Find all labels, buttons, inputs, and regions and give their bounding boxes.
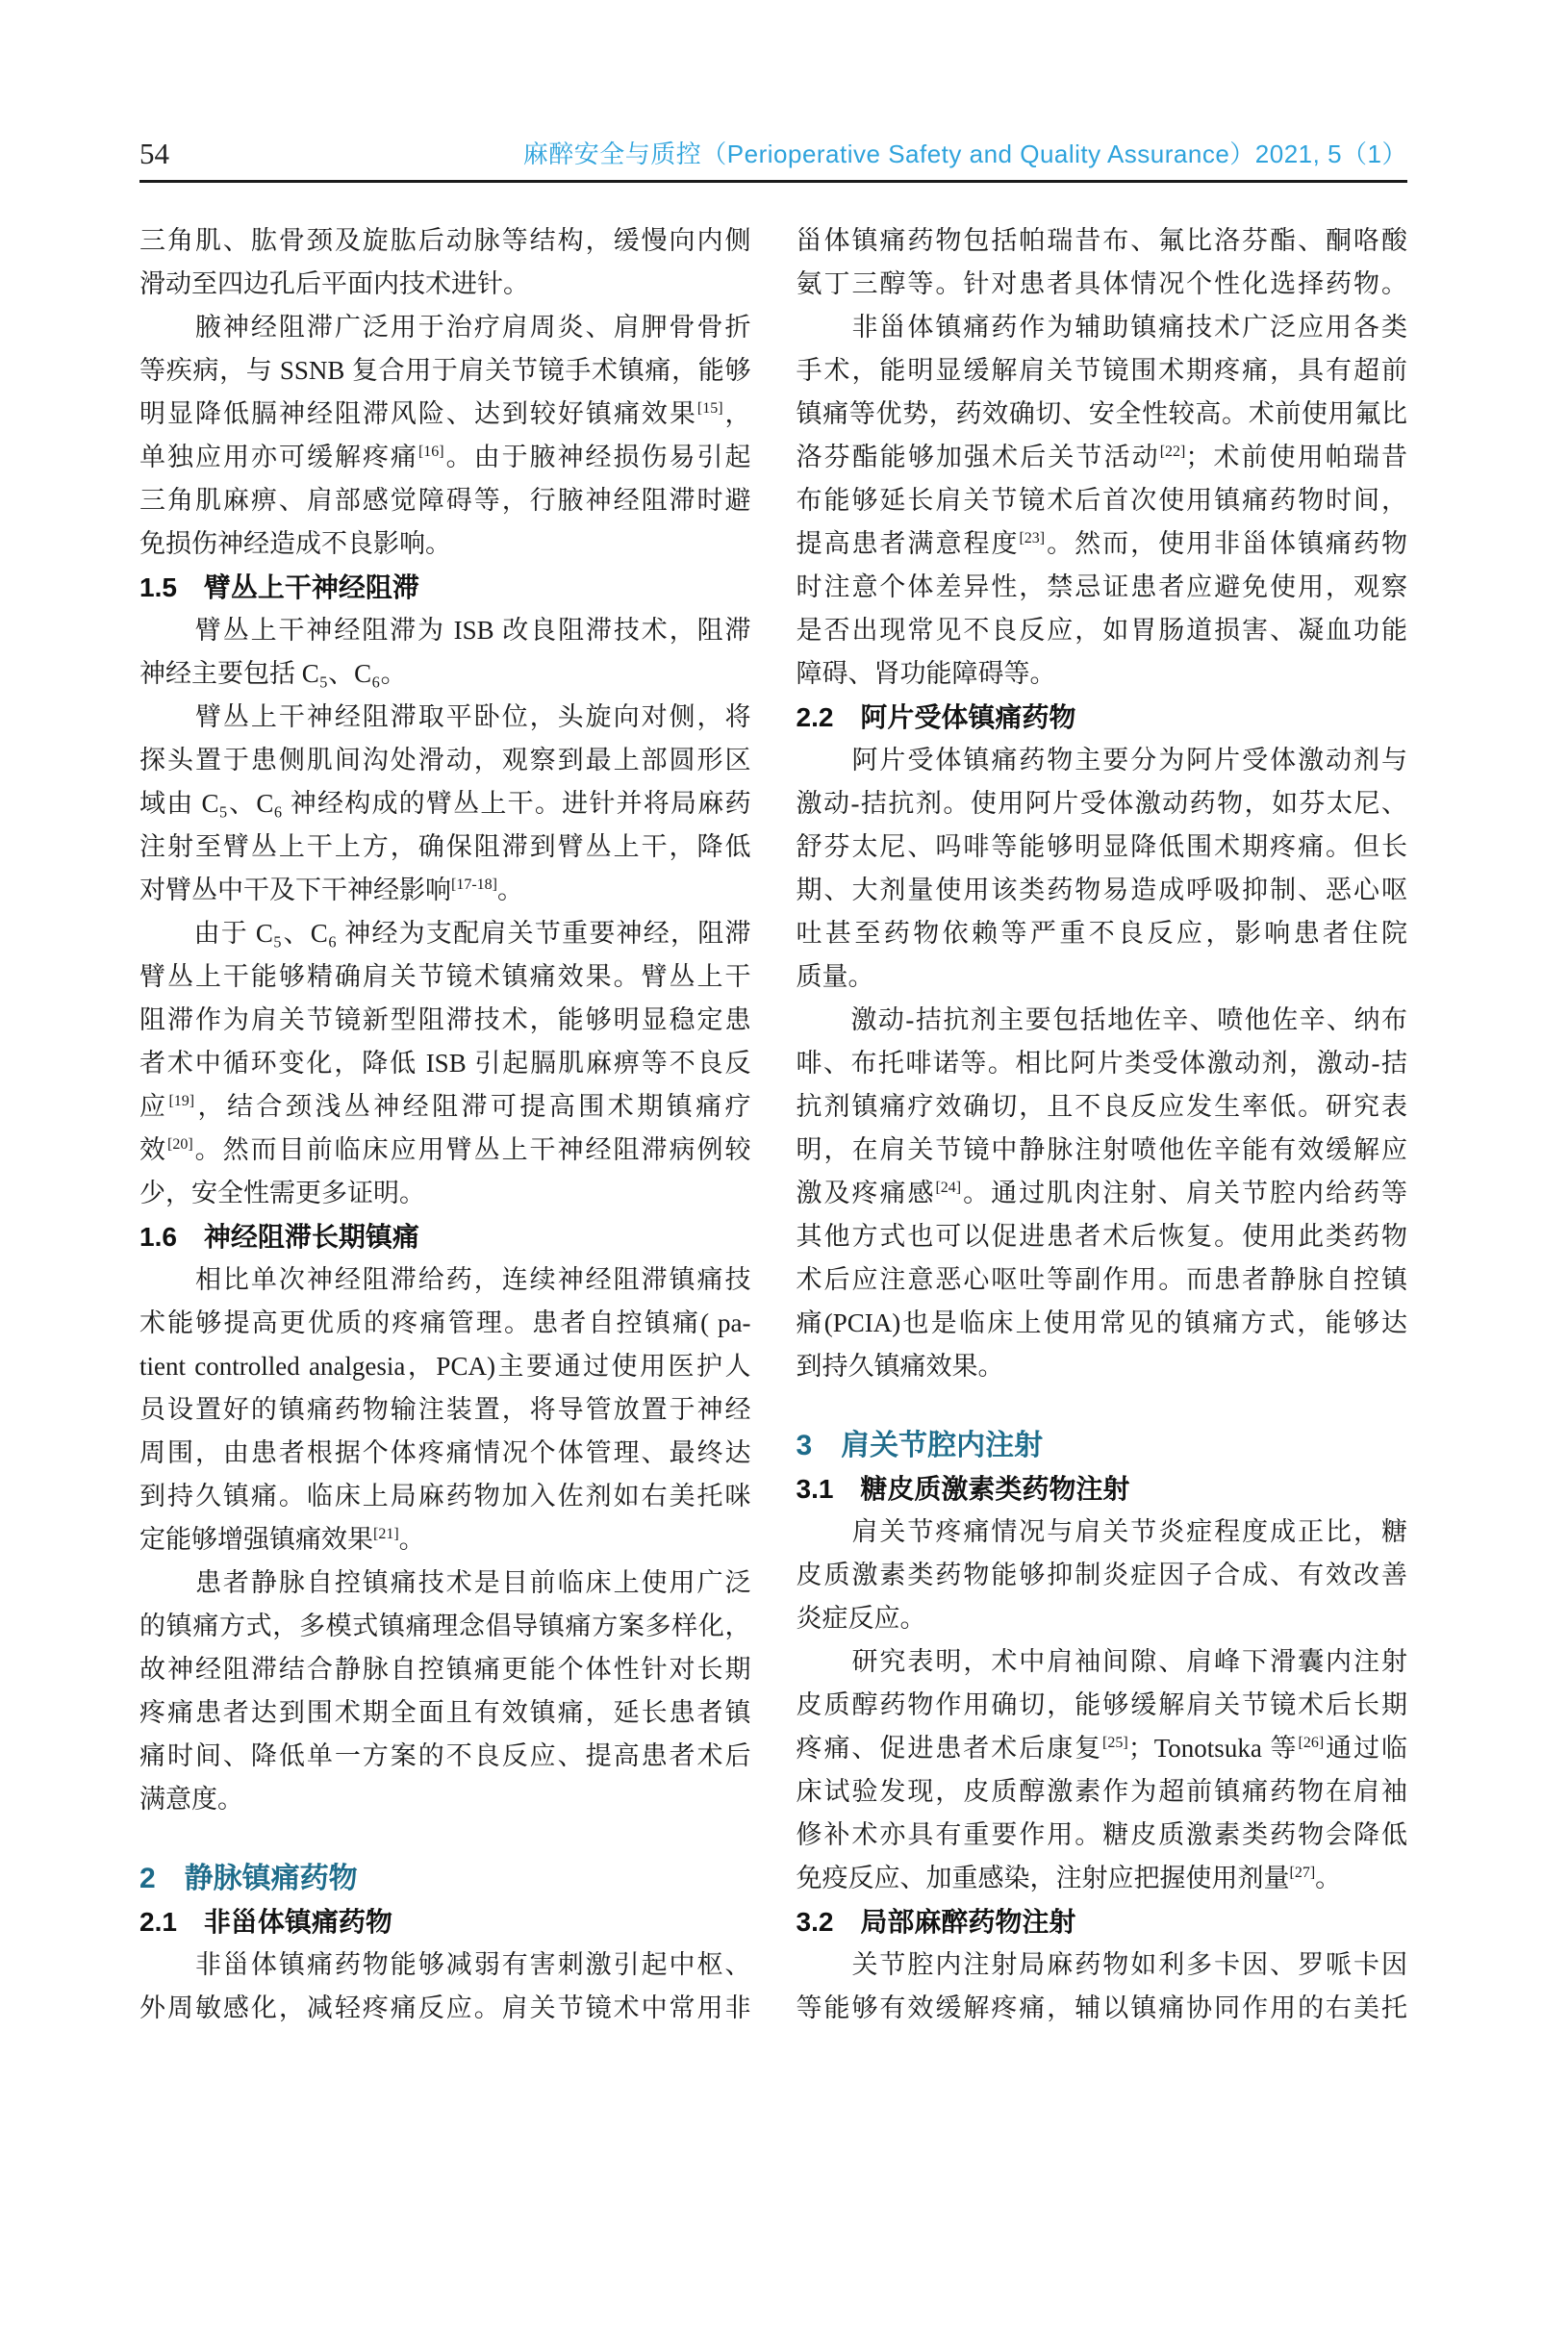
section-heading: 2 静脉镇痛药物 xyxy=(139,1863,358,1894)
text-line: 障碍、肾功能障碍等。 xyxy=(796,659,1056,688)
reference-superscript: [24] xyxy=(935,1180,962,1196)
text-line: 对臂丛中干及下干神经影响[17-18]。 xyxy=(139,876,523,904)
text-line: 关节腔内注射局麻药物如利多卡因、罗哌卡因 xyxy=(796,1950,1407,1979)
text-line: 术后应注意恶心呕吐等副作用。而患者静脉自控镇 xyxy=(796,1265,1407,1294)
text-line: 提高患者满意程度[23]。然而，使用非甾体镇痛药物 xyxy=(796,529,1408,558)
reference-superscript: [20] xyxy=(167,1136,193,1153)
text-line: 探头置于患侧肌间沟处滑动，观察到最上部圆形区 xyxy=(139,746,751,774)
reference-superscript: [16] xyxy=(417,444,444,460)
text-line: 等能够有效缓解疼痛，辅以镇痛协同作用的右美托 xyxy=(796,1993,1407,2022)
text-line: 患者静脉自控镇痛技术是目前临床上使用广泛 xyxy=(139,1568,751,1597)
text-line: 由于 C₅、C₆ 神经为支配肩关节重要神经，阻滞 xyxy=(139,919,751,948)
text-line: 时注意个体差异性，禁忌证患者应避免使用，观察 xyxy=(796,572,1407,601)
reference-superscript: [17-18] xyxy=(451,876,497,893)
right-column xyxy=(797,219,1408,2030)
reference-superscript: [25] xyxy=(1102,1735,1128,1751)
text-line: 舒芬太尼、吗啡等能够明显降低围术期疼痛。但长 xyxy=(796,832,1407,861)
text-line: 修补术亦具有重要作用。糖皮质激素类药物会降低 xyxy=(796,1820,1407,1849)
text-line: 应[19]，结合颈浅丛神经阻滞可提高围术期镇痛疗 xyxy=(139,1092,751,1121)
text-line: 免疫反应、加重感染，注射应把握使用剂量[27]。 xyxy=(796,1864,1342,1892)
reference-superscript: [22] xyxy=(1159,444,1186,460)
text-line: 是否出现常见不良反应，如胃肠道损害、凝血功能 xyxy=(796,616,1407,645)
text-line: 非甾体镇痛药物能够减弱有害刺激引起中枢、 xyxy=(139,1950,751,1979)
page-number: 54 xyxy=(139,137,169,170)
text-line: 激动-拮抗剂主要包括地佐辛、喷他佐辛、纳布 xyxy=(796,1005,1407,1034)
text-line: 效[20]。然而目前临床应用臂丛上干神经阻滞病例较 xyxy=(139,1135,751,1164)
text-line: 非甾体镇痛药作为辅助镇痛技术广泛应用各类 xyxy=(796,313,1407,342)
text-line: 质量。 xyxy=(796,962,874,991)
text-line: 三角肌麻痹、肩部感觉障碍等，行腋神经阻滞时避 xyxy=(139,486,751,515)
text-line: 期、大剂量使用该类药物易造成呼吸抑制、恶心呕 xyxy=(796,876,1407,904)
text-line: 阻滞作为肩关节镜新型阻滞技术，能够明显稳定患 xyxy=(139,1005,751,1034)
text-line: 洛芬酯能够加强术后关节活动[22]；术前使用帕瑞昔 xyxy=(796,443,1408,471)
text-line: 注射至臂丛上干上方，确保阻滞到臂丛上干，降低 xyxy=(139,832,751,861)
article-body xyxy=(139,219,1407,2030)
subsection-heading: 1.5 臂丛上干神经阻滞 xyxy=(139,572,419,602)
journal-title: 麻醉安全与质控（Perioperative Safety and Quality Assurance）2021, 5（1） xyxy=(522,140,1407,168)
text-line: 免损伤神经造成不良影响。 xyxy=(139,529,451,558)
text-line: 单独应用亦可缓解疼痛[16]。由于腋神经损伤易引起 xyxy=(139,443,751,471)
text-line: 满意度。 xyxy=(139,1785,243,1814)
text-line: 的镇痛方式，多模式镇痛理念倡导镇痛方案多样化， xyxy=(139,1612,751,1640)
reference-superscript: [26] xyxy=(1298,1735,1325,1751)
text-line: 手术，能明显缓解肩关节镜围术期疼痛，具有超前 xyxy=(796,356,1407,385)
reference-superscript: [27] xyxy=(1289,1865,1316,1881)
text-line: 到持久镇痛效果。 xyxy=(796,1352,1004,1381)
reference-superscript: [23] xyxy=(1019,530,1046,546)
journal-page xyxy=(0,135,1568,2336)
text-line: 抗剂镇痛疗效确切，且不良反应发生率低。研究表 xyxy=(796,1092,1407,1121)
text-line: 臂丛上干神经阻滞为 ISB 改良阻滞技术，阻滞 xyxy=(139,616,751,645)
text-line: 员设置好的镇痛药物输注装置，将导管放置于神经 xyxy=(139,1395,751,1424)
text-line: 相比单次神经阻滞给药，连续神经阻滞镇痛技 xyxy=(139,1265,751,1294)
text-line: tient controlled analgesia，PCA)主要通过使用医护人 xyxy=(139,1352,751,1381)
text-line: 域由 C₅、C₆ 神经构成的臂丛上干。进针并将局麻药 xyxy=(139,789,751,818)
text-line: 神经主要包括 C₅、C₆。 xyxy=(139,659,407,688)
text-line: 周围，由患者根据个体疼痛情况个体管理、最终达 xyxy=(139,1438,751,1467)
text-line: 腋神经阻滞广泛用于治疗肩周炎、肩胛骨骨折 xyxy=(139,313,751,342)
reference-superscript: [21] xyxy=(373,1526,399,1542)
text-line: 其他方式也可以促进患者术后恢复。使用此类药物 xyxy=(796,1222,1407,1251)
text-line: 者术中循环变化，降低 ISB 引起膈肌麻痹等不良反 xyxy=(139,1049,751,1078)
section-heading: 3 肩关节腔内注射 xyxy=(796,1430,1044,1461)
text-line: 臂丛上干神经阻滞取平卧位，头旋向对侧，将 xyxy=(139,702,751,731)
subsection-heading: 2.2 阿片受体镇痛药物 xyxy=(796,702,1076,732)
text-line: 疼痛、促进患者术后康复[25]；Tonotsuka 等[26]通过临 xyxy=(796,1734,1408,1763)
text-line: 激及疼痛感[24]。通过肌肉注射、肩关节腔内给药等 xyxy=(796,1179,1408,1207)
text-line: 甾体镇痛药物包括帕瑞昔布、氟比洛芬酯、酮咯酸 xyxy=(796,226,1407,255)
text-line: 外周敏感化，减轻疼痛反应。肩关节镜术中常用非 xyxy=(139,1993,751,2022)
text-line: 镇痛等优势，药效确切、安全性较高。术前使用氟比 xyxy=(796,399,1407,428)
reference-superscript: [19] xyxy=(168,1093,195,1109)
text-line: 床试验发现，皮质醇激素作为超前镇痛药物在肩袖 xyxy=(796,1777,1407,1806)
text-line: 炎症反应。 xyxy=(796,1604,926,1633)
text-line: 三角肌、肱骨颈及旋肱后动脉等结构，缓慢向内侧 xyxy=(139,226,751,255)
text-line: 肩关节疼痛情况与肩关节炎症程度成正比，糖 xyxy=(796,1517,1407,1546)
reference-superscript: [15] xyxy=(696,400,723,417)
subsection-heading: 3.2 局部麻醉药物注射 xyxy=(796,1907,1076,1937)
text-line: 痛(PCIA)也是临床上使用常见的镇痛方式，能够达 xyxy=(796,1308,1407,1337)
text-line: 吐甚至药物依赖等严重不良反应，影响患者住院 xyxy=(796,919,1407,948)
text-line: 研究表明，术中肩袖间隙、肩峰下滑囊内注射 xyxy=(796,1647,1407,1676)
subsection-heading: 3.1 糖皮质激素类药物注射 xyxy=(796,1474,1130,1504)
text-line: 阿片受体镇痛药物主要分为阿片受体激动剂与 xyxy=(796,746,1407,774)
text-line: 激动-拮抗剂。使用阿片受体激动药物，如芬太尼、 xyxy=(796,789,1407,818)
subsection-heading: 1.6 神经阻滞长期镇痛 xyxy=(139,1222,419,1252)
left-column xyxy=(139,219,751,2030)
text-line: 布能够延长肩关节镜术后首次使用镇痛药物时间， xyxy=(796,486,1407,515)
text-line: 皮质醇药物作用确切，能够缓解肩关节镜术后长期 xyxy=(796,1690,1407,1719)
page-header xyxy=(139,135,1407,173)
text-line: 啡、布托啡诺等。相比阿片类受体激动剂，激动-拮 xyxy=(796,1049,1407,1078)
text-line: 等疾病，与 SSNB 复合用于肩关节镜手术镇痛，能够 xyxy=(139,356,751,385)
text-line: 明，在肩关节镜中静脉注射喷他佐辛能有效缓解应 xyxy=(796,1135,1407,1164)
text-line: 术能够提高更优质的疼痛管理。患者自控镇痛( pa- xyxy=(139,1308,751,1337)
text-line: 少，安全性需更多证明。 xyxy=(139,1179,425,1207)
text-line: 痛时间、降低单一方案的不良反应、提高患者术后 xyxy=(139,1741,751,1770)
text-line: 皮质激素类药物能够抑制炎症因子合成、有效改善 xyxy=(796,1561,1407,1589)
text-line: 到持久镇痛。临床上局麻药物加入佐剂如右美托咪 xyxy=(139,1482,751,1511)
text-line: 故神经阻滞结合静脉自控镇痛更能个体性针对长期 xyxy=(139,1655,751,1684)
header-rule xyxy=(139,180,1407,183)
text-line: 氨丁三醇等。针对患者具体情况个性化选择药物。 xyxy=(796,269,1407,298)
subsection-heading: 2.1 非甾体镇痛药物 xyxy=(139,1907,392,1937)
text-line: 疼痛患者达到围术期全面且有效镇痛，延长患者镇 xyxy=(139,1698,751,1727)
text-line: 定能够增强镇痛效果[21]。 xyxy=(139,1525,425,1554)
text-line: 滑动至四边孔后平面内技术进针。 xyxy=(139,269,529,298)
text-line: 明显降低膈神经阻滞风险、达到较好镇痛效果[15]， xyxy=(139,399,751,428)
text-line: 臂丛上干能够精确肩关节镜术镇痛效果。臂丛上干 xyxy=(139,962,751,991)
